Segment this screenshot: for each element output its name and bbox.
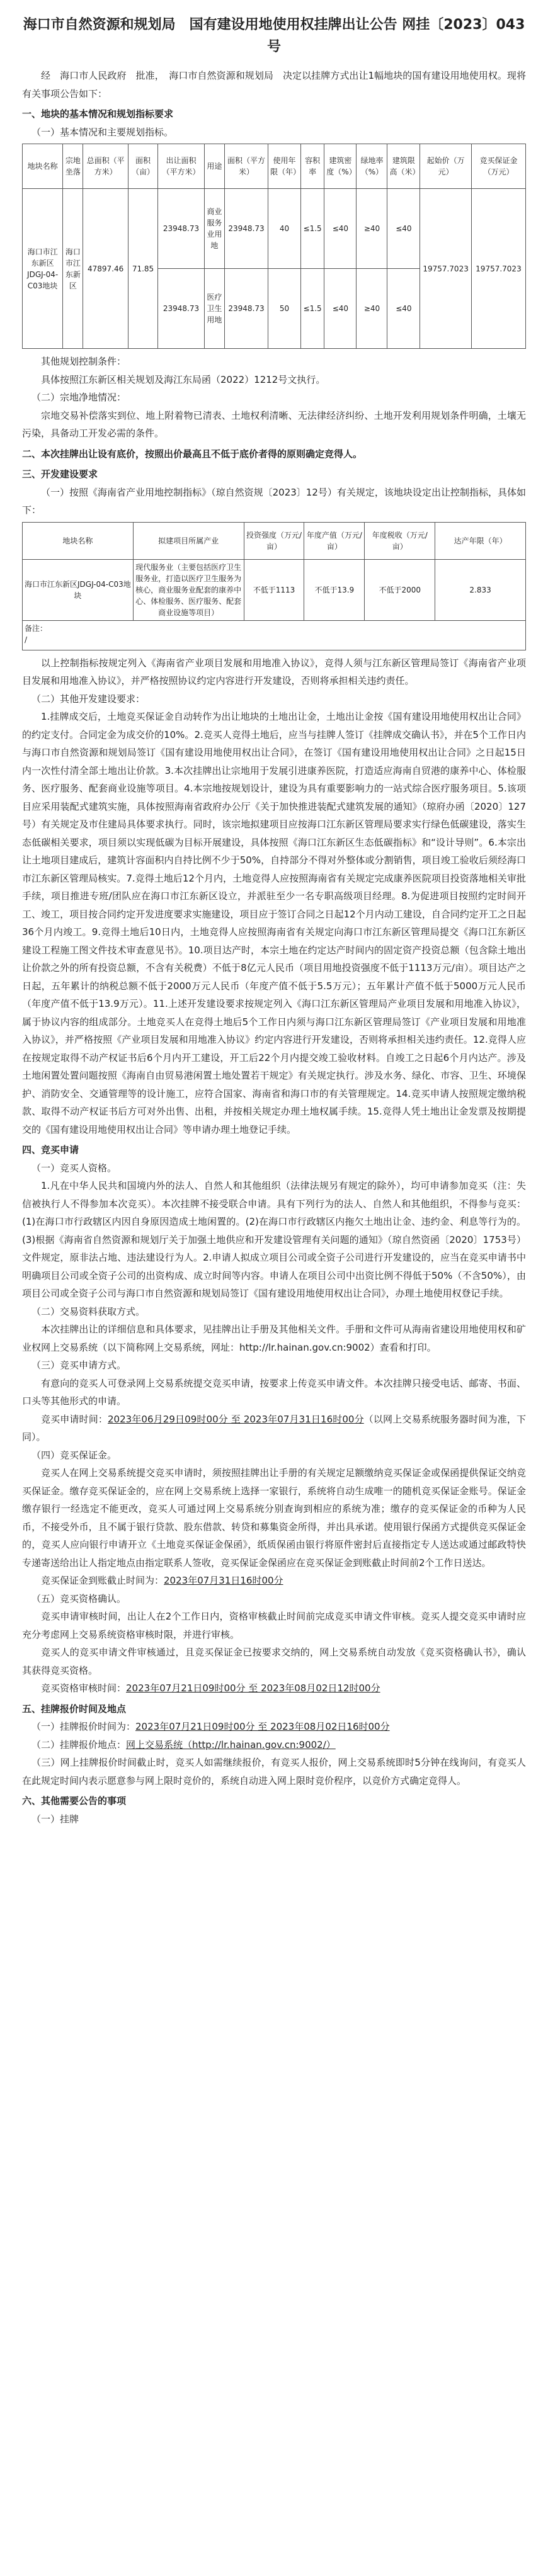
th-land-name: 地块名称 bbox=[23, 522, 134, 559]
th-years-to-production: 达产年限（年） bbox=[435, 522, 526, 559]
cell-green: ≥40 bbox=[357, 269, 387, 349]
table-row bbox=[23, 559, 526, 620]
industry-indicator-table bbox=[22, 522, 526, 650]
cell-area-mu: 71.85 bbox=[128, 189, 157, 349]
th-industry: 拟建项目所属产业 bbox=[133, 522, 244, 559]
basic-info-table bbox=[22, 144, 526, 349]
cell-land-name: 海口市江东新区JDGJ-04-C03地块 bbox=[23, 559, 134, 620]
th-deposit: 竞买保证金（万元） bbox=[471, 144, 525, 189]
cell-location: 海口市江东新区 bbox=[63, 189, 83, 349]
cell-total-area: 47897.46 bbox=[83, 189, 128, 349]
application-time-note: （以网上交易系统服务器时间为准，下同）。 bbox=[22, 1413, 526, 1443]
paragraph: （一）挂牌 bbox=[31, 1813, 79, 1825]
table-row bbox=[23, 189, 526, 269]
th-area-mu: 面积（亩） bbox=[128, 144, 157, 189]
th-start-price: 起始价（万元） bbox=[420, 144, 472, 189]
th-green: 绿地率（%） bbox=[357, 144, 387, 189]
application-time-value: 2023年06月29日09时00分 至 2023年07月31日16时00分 bbox=[107, 1413, 364, 1425]
qualification-review-time bbox=[22, 1679, 526, 1698]
cell-density: ≤40 bbox=[324, 189, 357, 269]
bid-location bbox=[22, 1736, 526, 1754]
paragraph: 本次挂牌出让的详细信息和具体要求，见挂牌出让手册及其他相关文件。手册和文件可从海南省建设用地使用权和矿业权网上交易系统（以下简称网上交易系统，网址：http://lr.hainan.gov.cn:9002）查看和打印。 bbox=[22, 1324, 526, 1353]
th-output: 年度产值（万元/亩） bbox=[304, 522, 365, 559]
th-sale-area: 出让面积（平方米） bbox=[158, 144, 205, 189]
cell-years-to-production: 2.833 bbox=[435, 559, 526, 620]
paragraph: 有意向的竞买人可登录网上交易系统提交竞买申请，按要求上传竞买申请文件。本次挂牌只接受电话、邮寄、书面、口头等其他形式的申请。 bbox=[22, 1377, 526, 1407]
cell-tax: 不低于2000 bbox=[365, 559, 435, 620]
subsection-clean-land: （二）宗地净地情况： bbox=[31, 392, 127, 404]
cell-land-name: 海口市江东新区JDGJ-04-C03地块 bbox=[23, 189, 63, 349]
cell-height: ≤40 bbox=[387, 189, 420, 269]
cell-green: ≥40 bbox=[357, 189, 387, 269]
paragraph: 1.凡在中华人民共和国境内外的法人、自然人和其他组织（法律法规另有规定的除外），均可申请参加竞买（注：失信被执行人不得参加本次竞买）。本次挂牌不接受联合申请。具有下列行为的法人、自然人和其他组织，不得参与竞买：(1)在海口市行政辖区内因自身原因造成土地闲置的。(2)在海口市行政辖区内拖欠土地出让金、违约金、利息等行为的。(3)根据《海南省自然资源和规划厅关于加强土地供应和开发建设管理有关问题的通知》（琼自然资函〔2020〕1753号）文件规定，原非法占地、违法建设行为人。2.申请人拟成立项目公司或全资子公司进行开发建设的，应当在竞买申请书中明确项目公司或全资子公司的出资构成、成立时间等内容。申请人在项目公司中出资比例不得低于50%（不含50%），由项目公司或全资子公司与海口市自然资源和规划局签订《国有建设用地使用权出让合同》，办理土地使用权登记手续。 bbox=[22, 1180, 526, 1300]
cell-sale-area: 23948.73 bbox=[158, 189, 205, 269]
paragraph: 竞买申请审核时间，出让人在2个工作日内，资格审核截止时间前完成竞买申请文件审核。竞买人提交竞买申请时应充分考虑网上交易系统资格审核时限，并进行审核。 bbox=[22, 1611, 526, 1640]
cell-years: 40 bbox=[268, 189, 301, 269]
th-use: 用途 bbox=[204, 144, 224, 189]
section-heading-4: 四、竞买申请 bbox=[22, 1144, 79, 1156]
cell-deposit: 19757.7023 bbox=[471, 189, 525, 349]
section-heading-3: 三、开发建设要求 bbox=[22, 468, 98, 480]
subsection-heading: （一）竞买人资格。 bbox=[31, 1162, 117, 1174]
bid-time bbox=[22, 1718, 526, 1736]
paragraph: 竞买人的竞买申请文件审核通过，且竞买保证金已按要求交纳的，网上交易系统自动发放《竞买资格确认书》，确认其获得竞买资格。 bbox=[22, 1647, 526, 1676]
th-total-area: 总面积（平方米） bbox=[83, 144, 128, 189]
section-heading-2: 二、本次挂牌出让设有底价，按照出价最高且不低于底价者得的原则确定竞得人。 bbox=[22, 448, 363, 460]
remark-value: / bbox=[25, 635, 28, 644]
cell-sale-area: 23948.73 bbox=[158, 269, 205, 349]
paragraph: 1.挂牌成交后，土地竞买保证金自动转作为出让地块的土地出让金，土地出让金按《国有建设用地使用权出让合同》的约定支付。合同定金为成交价的10%。2.竞买人竞得土地后，应当与挂牌人签订《挂牌成交确认书》，并在5个工作日内与海口市自然资源和规划局签订《国有建设用地使用权出让合同》，在签订《国有建设用地使用权出让合同》之日起15日内一次性付清全部土地出让价款。3.本次挂牌出让宗地用于发展引进康养医院，打造适应海南自贸港的康养中心、体检服务、医疗服务、配套商业设施等项目。4.本宗地按规划设计，建设为具有重要影响力的一站式综合医疗服务项目。5.该项目应采用装配式建筑实施，具体按照海南省政府办公厅《关于加快推进装配式建筑发展的通知》（琼府办函〔2020〕127号）有关规定及市住建局具体要求执行。同时，该宗地拟建项目应按海口江东新区管理局要求实行绿色低碳建设，落实生态低碳相关要求，项目须以实现低碳为目标开展建设，具体按照《海口江东新区生态低碳指标》和“设计导则”。6.本宗出让土地项目建成后，建筑计容面积内自持比例不少于50%，自持部分不得对外整体或分割销售，项目竣工验收后须经海口市江东新区管理局核实。7.竞得土地后12个月内，土地竞得人应按照海南省有关规定完成康养医院项目投资落地相关审批手续，项目推进专班/团队应在海口市江东新区设立，并派驻至少一名专职高级项目经理。8.为促进项目按照约定时间开工、竣工，项目按合同约定开发进度要求实施建设，项目应于签订合同之日起12个月内动工建设，自合同约定开工之日起36个月内竣工。9.竞得土地后10日内，土地竞得人应按照海南省有关规定向海口市江东新区管理局提交《海口江东新区建设工程施工图文件技术审查意见书》。10.项目达产时，本宗土地在约定达产时间内的固定资产投资总额（包含除土地出让价款之外的所有投资总额，不含有关税费）不低于8亿元人民币（项目用地投资强度不低于1113万元/亩）。项目达产之日起，五年累计的纳税总额不低于2000万元人民币（年度产值不低于5.5万元）；五年累计产值不低于5000万元人民币（年度产值不低于13.9万元）。11.上述开发建设要求按规定列入《海口江东新区管理局产业项目发展和用地准入协议》，属于协议内容的组成部分。土地竞买人在竞得土地后5个工作日内须与海口江东新区管理局签订《产业项目发展和用地准入协议》，并严格按照《产业项目发展和用地准入协议》约定内容进行开发建设，否则将承担相关违约责任。12.竞得人应在按规定取得不动产权证书后6个月内开工建设，开工后22个月内提交竣工验收材料。自竣工之日起6个月内达产。涉及土地闲置处置问题按照《海南自由贸易港闲置土地处置若干规定》有关规定执行。涉及水务、绿化、市容、卫生、环境保护、消防安全、交通管理等的设计施工，应符合国家、海南省和海口市的有关管理规定。14.竞买申请人按照规定缴纳税款、取得不动产权证书后方可对外出售、出租，并按相关规定办理土地权属手续。15.竞得人凭土地出让金发票及按期提交的《国有建设用地使用权出让合同》等申请办理土地登记手续。 bbox=[22, 711, 526, 1135]
th-investment: 投资强度（万元/亩） bbox=[244, 522, 304, 559]
planning-conditions-label: 其他规划控制条件： bbox=[41, 356, 127, 368]
th-use-area: 面积（平方米） bbox=[224, 144, 268, 189]
cell-far: ≤1.5 bbox=[300, 189, 324, 269]
clean-land-text: 宗地交易补偿落实到位、地上附着物已清表、土地权利清晰、无法律经济纠纷、土地开发利用规划条件明确，土壤无污染，具备动工开发必需的条件。 bbox=[22, 409, 526, 440]
cell-industry: 现代服务业（主要包括医疗卫生服务业，打造以医疗卫生服务为核心，商业服务业配套的康养中心、体检服务、医疗服务、配套商业设施等项目） bbox=[133, 559, 244, 620]
table-header-row bbox=[23, 522, 526, 559]
remark-cell bbox=[23, 620, 526, 650]
cell-density: ≤40 bbox=[324, 269, 357, 349]
cell-use-area: 23948.73 bbox=[224, 269, 268, 349]
th-location: 宗地坐落 bbox=[63, 144, 83, 189]
paragraph: 以上控制指标按规定列入《海南省产业项目发展和用地准入协议》，竞得人须与江东新区管理局签订《海南省产业项目发展和用地准入协议》，并严格按照协议约定内容进行开发建设，否则将承担相关违约责任。 bbox=[22, 657, 526, 687]
remark-label: 备注： bbox=[25, 623, 48, 633]
section-heading-1: 一、地块的基本情况和规划指标要求 bbox=[22, 108, 174, 120]
cell-height: ≤40 bbox=[387, 269, 420, 349]
th-land-name: 地块名称 bbox=[23, 144, 63, 189]
cell-output: 不低于13.9 bbox=[304, 559, 365, 620]
control-indicators-text: （一）按照《海南省产业用地控制指标》（琼自然资规〔2023〕12号）有关规定，该地块设定出让控制指标，具体如下： bbox=[22, 486, 526, 516]
th-years: 使用年限（年） bbox=[268, 144, 301, 189]
subsection-basic-info: （一）基本情况和主要规划指标。 bbox=[31, 126, 174, 138]
th-density: 建筑密度（%） bbox=[324, 144, 357, 189]
deposit-deadline-value: 2023年07月31日16时00分 bbox=[164, 1575, 283, 1587]
subsection-heading: （五）竞买资格确认。 bbox=[31, 1592, 127, 1604]
table-header-row bbox=[23, 144, 526, 189]
cell-far: ≤1.5 bbox=[300, 269, 324, 349]
bid-time-value: 2023年07月21日09时00分 至 2023年08月02日16时00分 bbox=[135, 1721, 390, 1733]
table-row bbox=[23, 620, 526, 650]
deposit-deadline-label: 竞买保证金到账截止时间为： bbox=[41, 1575, 164, 1587]
th-far: 容积率 bbox=[300, 144, 324, 189]
bid-location-value: 网上交易系统（http://lr.hainan.gov.cn:9002/） bbox=[126, 1739, 336, 1750]
subsection-heading: （二）其他开发建设要求： bbox=[31, 693, 146, 705]
application-time bbox=[22, 1410, 526, 1446]
section-heading-6: 六、其他需要公告的事项 bbox=[22, 1795, 127, 1807]
cell-use: 商业服务业用地 bbox=[204, 189, 224, 269]
paragraph: 竞买人在网上交易系统提交竞买申请时，须按照挂牌出让手册的有关规定足额缴纳竞买保证金或保函提供保证交纳竞买保证金。缴存竞买保证金的，应在网上交易系统上选择一家银行，系统将自动生成唯一的随机竞买保证金账号。保证金缴存银行一经选定不能更改，竞买人可通过网上交易系统分别查询到相应的系统为准；缴存的竞买保证金的币种为人民币，不接受外币，且不属于银行贷款、股东借款、转贷和募集资金所得，并出具承诺。使用银行保函方式提供竞买保证金的，竞买人应向银行申请开立《土地竞买保证金保函》，纸质保函由银行将原件密封后直接指定专人送达或通过邮政特快专递寄送给出让人指定地点由指定联系人签收，竞买保证金保函应在竞买保证金到账截止时间前2个工作日送达。 bbox=[22, 1467, 526, 1569]
section-heading-5: 五、挂牌报价时间及地点 bbox=[22, 1703, 127, 1715]
subsection-heading: （四）竞买保证金。 bbox=[31, 1449, 117, 1461]
bid-location-label: （二）挂牌报价地点： bbox=[31, 1739, 127, 1750]
review-time-value: 2023年07月21日09时00分 至 2023年08月02日12时00分 bbox=[126, 1682, 380, 1694]
cell-investment: 不低于1113 bbox=[244, 559, 304, 620]
paragraph: （三）网上挂牌报价时间截止时，竞买人如需继续报价，有竞买人报价，网上交易系统即时5分钟在线询问，有竞买人在此规定时间内表示愿意参与网上限时竞价的，系统自动进入网上限时竞价程序，以竞价方式确定竞得人。 bbox=[22, 1757, 526, 1786]
cell-use: 医疗卫生用地 bbox=[204, 269, 224, 349]
subsection-heading: （三）竞买申请方式。 bbox=[31, 1359, 127, 1371]
application-time-label: 竞买申请时间： bbox=[41, 1413, 108, 1425]
th-tax: 年度税收（万元/亩） bbox=[365, 522, 435, 559]
intro-paragraph: 经 海口市人民政府 批准， 海口市自然资源和规划局 决定以挂牌方式出让1幅地块的国有建设用地使用权。现将有关事项公告如下： bbox=[22, 70, 526, 99]
planning-conditions-text: 具体按照江东新区相关规划及海江东局函（2022）1212号文执行。 bbox=[41, 373, 326, 385]
review-time-label: 竞买资格审核时间： bbox=[41, 1682, 127, 1694]
cell-use-area: 23948.73 bbox=[224, 189, 268, 269]
cell-start-price: 19757.7023 bbox=[420, 189, 472, 349]
subsection-heading: （二）交易资料获取方式。 bbox=[31, 1305, 146, 1317]
cell-years: 50 bbox=[268, 269, 301, 349]
th-height: 建筑限高（米） bbox=[387, 144, 420, 189]
deposit-deadline bbox=[22, 1572, 526, 1590]
bid-time-label: （一）挂牌报价时间为： bbox=[31, 1721, 136, 1733]
page-title: 海口市自然资源和规划局 国有建设用地使用权挂牌出让公告 网挂〔2023〕043号 bbox=[23, 17, 525, 55]
